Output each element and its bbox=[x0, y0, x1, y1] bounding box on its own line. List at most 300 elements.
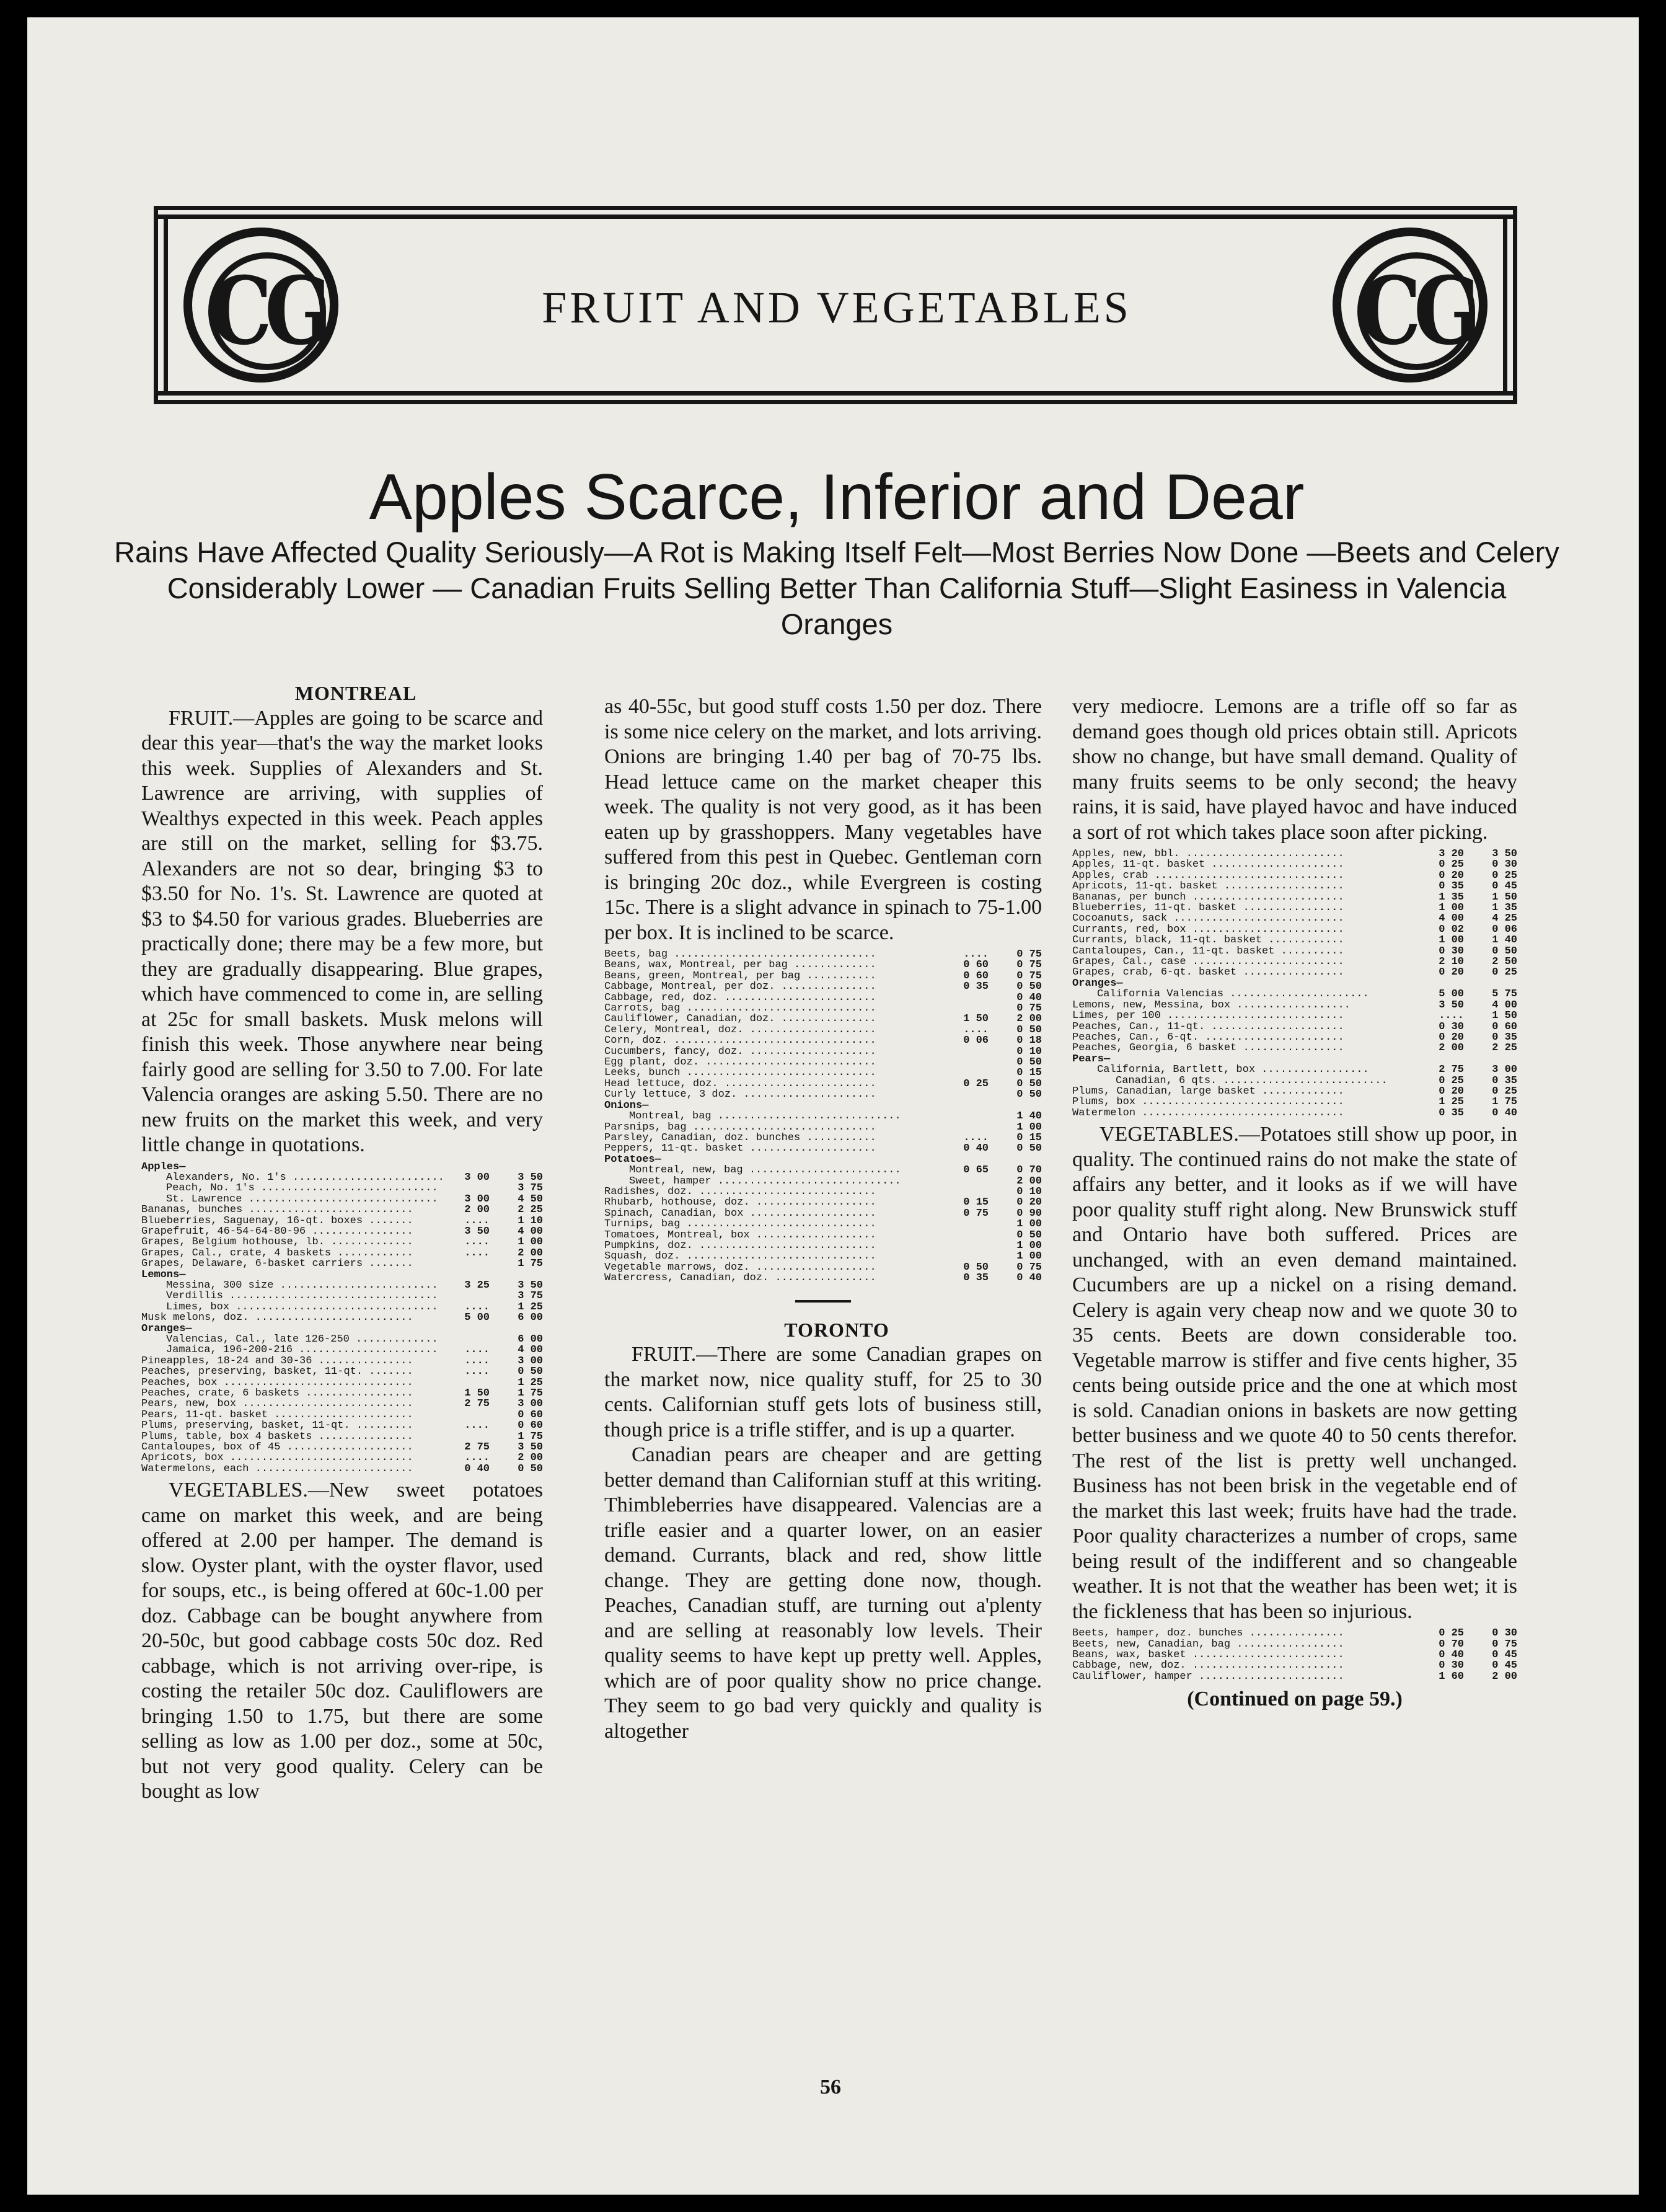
price-low: 0 02 bbox=[1439, 923, 1464, 936]
price-item-name: Onions— bbox=[604, 1100, 649, 1112]
price-row bbox=[1072, 892, 1517, 903]
price-low: 1 00 bbox=[1439, 934, 1464, 947]
price-row bbox=[604, 1143, 1042, 1154]
price-row bbox=[1072, 1064, 1517, 1075]
price-high: 1 75 bbox=[518, 1258, 543, 1270]
price-high: 1 00 bbox=[1016, 1239, 1042, 1252]
price-high: 0 40 bbox=[1492, 1107, 1517, 1119]
price-low: 5 00 bbox=[1439, 988, 1464, 1001]
price-item-name: Grapes, Cal., case ........................ bbox=[1072, 957, 1344, 968]
price-item-name: Radishes, doz. ............................ bbox=[604, 1186, 876, 1198]
price-item-name: Beans, green, Montreal, per bag ........... bbox=[604, 970, 876, 982]
price-low: 0 20 bbox=[1439, 1031, 1464, 1043]
price-low: .... bbox=[963, 1131, 989, 1144]
price-high: 0 25 bbox=[1492, 1085, 1517, 1097]
price-row bbox=[141, 1324, 543, 1334]
price-item-name: Montreal, new, bag ........................ bbox=[629, 1165, 901, 1176]
price-low: 4 00 bbox=[1439, 913, 1464, 925]
headline: Apples Scarce, Inferior and Dear bbox=[369, 461, 1305, 533]
price-row bbox=[141, 1378, 543, 1388]
price-high: 2 25 bbox=[1492, 1042, 1517, 1055]
price-high: 0 10 bbox=[1016, 1185, 1042, 1198]
price-low: 0 25 bbox=[963, 1077, 989, 1090]
price-item-name: Currants, black, 11-qt. basket ............ bbox=[1072, 935, 1344, 946]
price-low: 0 70 bbox=[1439, 1638, 1464, 1650]
montreal-vegetables-cont: as 40-55c, but good stuff costs 1.50 per doz. There is some nice celery on the market, and lots arriving. Onions are bringing 1.40 per bag of 70-75 lbs. Head lettuce came on the market cheaper this week. The quality is not very good, as it has been eaten up by grasshoppers. Many vegetables have suffered from this pest in Quebec. Gentleman corn is bringing 20c doz., while Evergreen is costing 15c. There is a slight advance in spinach to 75-1.00 per box. It is inclined to be scarce. bbox=[604, 695, 1042, 944]
price-row bbox=[1072, 967, 1517, 978]
price-low: 0 20 bbox=[1439, 1085, 1464, 1097]
price-high: 3 00 bbox=[518, 1355, 543, 1367]
toronto-heading: TORONTO bbox=[784, 1318, 889, 1341]
price-low: 0 06 bbox=[963, 1035, 989, 1047]
price-item-name: Apples, new, bbl. ......................... bbox=[1072, 849, 1344, 860]
price-item-name: Grapes, crab, 6-qt. basket ................ bbox=[1072, 967, 1344, 978]
price-item-name: Egg plant, doz. ........................... bbox=[604, 1057, 876, 1068]
price-item-name: Apricots, 11-qt. basket ................... bbox=[1072, 881, 1344, 892]
price-low: 0 35 bbox=[963, 1272, 989, 1285]
price-low: .... bbox=[963, 1024, 989, 1036]
price-item-name: Celery, Montreal, doz. .................... bbox=[604, 1024, 876, 1036]
price-item-name: Parsnips, bag ............................. bbox=[604, 1121, 876, 1133]
price-low: 0 20 bbox=[1439, 869, 1464, 882]
price-row bbox=[141, 1205, 543, 1215]
price-item-name: Grapefruit, 46-54-64-80-96 ................ bbox=[141, 1226, 413, 1237]
price-item-name: Grapes, Belgium hothouse, lb. ............. bbox=[141, 1237, 413, 1248]
logo-text: CG bbox=[1358, 257, 1474, 366]
price-high: 0 30 bbox=[1492, 1627, 1517, 1640]
price-item-name: Limes, per 100 ............................ bbox=[1072, 1011, 1344, 1022]
price-item-name: Lemons— bbox=[141, 1269, 186, 1280]
price-low: 1 35 bbox=[1439, 891, 1464, 903]
price-row bbox=[141, 1345, 543, 1355]
price-high: 2 00 bbox=[1016, 1013, 1042, 1025]
montreal-vegetable-price-table bbox=[604, 949, 1042, 1284]
price-row bbox=[604, 1035, 1042, 1046]
column-3 bbox=[1072, 694, 1517, 1712]
price-row bbox=[1072, 1011, 1517, 1021]
price-row bbox=[604, 1133, 1042, 1143]
price-row bbox=[1072, 1108, 1517, 1118]
price-item-name: Turnips, bag .............................. bbox=[604, 1219, 876, 1230]
price-low: .... bbox=[464, 1452, 490, 1464]
price-row bbox=[1072, 957, 1517, 967]
price-high: 2 00 bbox=[1016, 1175, 1042, 1187]
price-row bbox=[604, 1230, 1042, 1241]
price-item-name: Sweet, hamper ............................. bbox=[629, 1175, 901, 1187]
price-item-name: Grapes, Delaware, 6-basket carriers ....... bbox=[141, 1259, 413, 1270]
price-row bbox=[141, 1464, 543, 1474]
price-item-name: Peppers, 11-qt. basket .................... bbox=[604, 1143, 876, 1154]
price-item-name: Limes, box ................................ bbox=[166, 1301, 438, 1313]
price-high: 0 45 bbox=[1492, 1648, 1517, 1661]
price-row bbox=[604, 1262, 1042, 1273]
toronto-fruit-text-1: FRUIT.—There are some Canadian grapes on the market now, nice quality stuff, for 25 to 30 cents. Californian stuff gets lots of business still, though price is a trifle stiffer, and is up a quarter. bbox=[604, 1343, 1042, 1441]
price-high: 3 75 bbox=[518, 1290, 543, 1303]
price-item-name: Pears, 11-qt. basket ...................... bbox=[141, 1409, 413, 1421]
price-item-name: Parsley, Canadian, doz. bunches ........... bbox=[604, 1132, 876, 1144]
price-high: 0 50 bbox=[1016, 1143, 1042, 1155]
price-low: 0 35 bbox=[963, 981, 989, 993]
price-high: 4 00 bbox=[1492, 999, 1517, 1011]
price-high: 3 00 bbox=[1492, 1064, 1517, 1076]
page-number: 56 bbox=[820, 2076, 841, 2099]
price-high: 6 00 bbox=[518, 1312, 543, 1324]
price-low: 0 30 bbox=[1439, 945, 1464, 957]
price-low: 0 25 bbox=[1439, 1627, 1464, 1640]
price-item-name: Peaches, box .............................. bbox=[141, 1377, 413, 1389]
price-row bbox=[141, 1280, 543, 1291]
price-row bbox=[604, 1154, 1042, 1165]
price-row bbox=[1072, 1032, 1517, 1043]
price-high: 3 50 bbox=[518, 1279, 543, 1291]
price-row bbox=[141, 1237, 543, 1247]
price-high: 1 00 bbox=[1016, 1218, 1042, 1231]
price-item-name: California Valencias ...................... bbox=[1097, 989, 1369, 1000]
price-row bbox=[604, 1241, 1042, 1251]
price-high: 0 50 bbox=[1016, 1089, 1042, 1101]
price-high: 2 00 bbox=[1492, 1670, 1517, 1683]
price-item-name: Rhubarb, hothouse, doz. ................... bbox=[604, 1197, 876, 1208]
price-row bbox=[1072, 870, 1517, 881]
price-item-name: Verdillis ................................. bbox=[166, 1291, 438, 1302]
price-high: 1 75 bbox=[1492, 1096, 1517, 1108]
price-high: 3 50 bbox=[1492, 848, 1517, 860]
toronto-vegetables-text: VEGETABLES.—Potatoes still show up poor, in quality. The continued rains do not make the state of affairs any better, and it looks as if we will have poor quality stuff right along. New Brunswick stuff and Ontario have both suffered. Prices are unchanged, with an even demand maintained. Cucumbers are up a nickel on a rising demand. Celery is again very cheap now and we quote 30 to 35 cents. Beets are down considerable too. Vegetable marrow is stiffer and five cents higher, 35 cents being outside price and the one at which most is sold. Canadian onions in baskets are now getting better business and we quote 40 to 50 cents therefor. The rest of the list is pretty well unchanged. Business has not been brisk in the vegetable end of the market this last week; fruits have had the trade. Poor quality characterizes a number of crops, same being result of the indifferent and so changeable weather. It is not that the weather has been wet; it is the fickleness that has been so injurious. bbox=[1072, 1123, 1517, 1623]
price-item-name: Watercress, Canadian, doz. ................ bbox=[604, 1273, 876, 1284]
price-row bbox=[141, 1194, 543, 1205]
price-item-name: Musk melons, doz. ......................... bbox=[141, 1312, 413, 1324]
price-item-name: Corn, doz. ................................ bbox=[604, 1035, 876, 1046]
price-item-name: Valencias, Cal., late 126-250 ............. bbox=[166, 1334, 438, 1345]
price-row bbox=[604, 1208, 1042, 1219]
price-low: .... bbox=[464, 1236, 490, 1249]
price-row bbox=[1072, 935, 1517, 945]
price-item-name: Cucumbers, fancy, doz. .................... bbox=[604, 1046, 876, 1058]
price-row bbox=[604, 1025, 1042, 1035]
price-high: 3 50 bbox=[518, 1441, 543, 1454]
price-row bbox=[604, 1089, 1042, 1100]
price-high: 3 50 bbox=[518, 1171, 543, 1183]
price-high: 0 10 bbox=[1016, 1045, 1042, 1058]
price-low: .... bbox=[464, 1301, 490, 1313]
price-item-name: Blueberries, 11-qt. basket ................ bbox=[1072, 903, 1344, 914]
price-row bbox=[141, 1226, 543, 1237]
price-high: 1 40 bbox=[1016, 1110, 1042, 1123]
price-item-name: Carrots, bag .............................. bbox=[604, 1003, 876, 1014]
price-item-name: Leeks, bunch .............................. bbox=[604, 1068, 876, 1079]
price-low: 1 00 bbox=[1439, 902, 1464, 914]
montreal-fruit-price-table bbox=[141, 1162, 543, 1475]
price-high: 1 25 bbox=[518, 1376, 543, 1389]
montreal-heading: MONTREAL bbox=[294, 682, 417, 704]
price-item-name: Jamaica, 196-200-216 ...................... bbox=[166, 1345, 438, 1356]
price-item-name: Cabbage, red, doz. ........................ bbox=[604, 992, 876, 1004]
toronto-fruit-text-2: Canadian pears are cheaper and are getting better demand than Californian stuff at this writing. Thimbleberries have disappeared. Valencias are a trifle easier and a quarter lower, on an easier demand. Currants, black and red, show little change. They are getting done now, though. Peaches, Canadian stuff, are turning out a'plenty and are selling at reasonably low levels. Their quality seems to have kept up pretty well. Apples, which are of poor quality show no price change. They seem to go bad very quickly and quality is altogether bbox=[604, 1443, 1042, 1743]
price-row bbox=[604, 1014, 1042, 1024]
price-row bbox=[1072, 1076, 1517, 1086]
price-low: 2 75 bbox=[464, 1441, 490, 1454]
price-low: .... bbox=[464, 1344, 490, 1356]
price-item-name: Apples— bbox=[141, 1161, 186, 1172]
price-high: 0 40 bbox=[1016, 991, 1042, 1004]
price-high: 1 00 bbox=[1016, 1250, 1042, 1263]
price-item-name: Cantaloupes, box of 45 .................... bbox=[141, 1442, 413, 1453]
price-low: 2 00 bbox=[1439, 1042, 1464, 1055]
price-low: .... bbox=[1439, 1010, 1464, 1022]
price-row bbox=[604, 1273, 1042, 1283]
price-low: 3 00 bbox=[464, 1193, 490, 1205]
price-high: 0 15 bbox=[1016, 1067, 1042, 1079]
price-item-name: Squash, doz. .............................. bbox=[604, 1251, 876, 1262]
price-low: 0 50 bbox=[963, 1261, 989, 1273]
price-low: 0 75 bbox=[963, 1207, 989, 1219]
price-row bbox=[604, 993, 1042, 1003]
price-high: 0 60 bbox=[518, 1409, 543, 1421]
price-item-name: Cauliflower, Canadian, doz. ............... bbox=[604, 1014, 876, 1025]
price-high: 1 50 bbox=[1492, 891, 1517, 903]
continued-note: (Continued on page 59.) bbox=[1187, 1688, 1403, 1711]
price-row bbox=[141, 1183, 543, 1193]
price-item-name: Beets, hamper, doz. bunches ............... bbox=[1072, 1628, 1344, 1639]
price-item-name: Curly lettuce, 3 doz. ..................... bbox=[604, 1089, 876, 1100]
subhead: Rains Have Affected Quality Seriously—A Rot is Making Itself Felt—Most Berries Now Done —Beets and Celery Considerably Lower — Canadian Fruits Selling Better Than California Stuff—Slight Easiness in Valencia Oranges bbox=[114, 536, 1559, 640]
toronto-vegetable-price-table bbox=[1072, 1628, 1517, 1682]
price-item-name: Peaches, Georgia, 6 basket ................ bbox=[1072, 1043, 1344, 1054]
price-high: 0 50 bbox=[1016, 1229, 1042, 1241]
price-item-name: Lemons, new, Messina, box .................. bbox=[1072, 999, 1351, 1011]
price-low: 0 30 bbox=[1439, 1660, 1464, 1672]
price-item-name: Plums, table, box 4 baskets ............... bbox=[141, 1431, 413, 1443]
price-item-name: Bananas, per bunch ........................ bbox=[1072, 891, 1344, 903]
price-row bbox=[141, 1334, 543, 1345]
price-item-name: Peaches, Can., 11-qt. ..................... bbox=[1072, 1021, 1344, 1032]
price-high: 1 40 bbox=[1492, 934, 1517, 947]
price-low: 0 25 bbox=[1439, 859, 1464, 871]
column-1 bbox=[141, 681, 543, 1805]
price-low: 0 60 bbox=[963, 970, 989, 982]
price-item-name: Oranges— bbox=[141, 1323, 192, 1334]
price-low: 0 40 bbox=[963, 1143, 989, 1155]
price-low: 1 50 bbox=[464, 1387, 490, 1400]
price-row bbox=[1072, 1639, 1517, 1650]
price-low: 0 30 bbox=[1439, 1020, 1464, 1033]
price-row bbox=[141, 1388, 543, 1399]
price-high: 1 35 bbox=[1492, 902, 1517, 914]
price-row bbox=[141, 1302, 543, 1312]
price-high: 0 40 bbox=[1016, 1272, 1042, 1285]
price-high: 6 00 bbox=[518, 1334, 543, 1345]
price-low: .... bbox=[464, 1214, 490, 1227]
price-low: .... bbox=[464, 1355, 490, 1367]
price-row bbox=[141, 1248, 543, 1259]
price-row bbox=[1072, 1022, 1517, 1032]
price-high: 0 50 bbox=[1016, 1056, 1042, 1069]
montreal-fruit-text: FRUIT.—Apples are going to be scarce and dear this year—that's the way the market looks this week. Supplies of Alexanders and St. Lawrence are arriving, with supplies of Wealthys expected in this week. Peach apples are still on the market, selling for $3.75. Alexanders are not so dear, bringing $3 to $3.50 for No. 1's. St. Lawrence are quoted at $3 to $4.50 for various grades. Blueberries are practically done; there may be a few more, but they are gradually disappearing. Blue grapes, which have commenced to come in, are selling at 25c for small baskets. Musk melons will finish this week. Those anywhere near being fairly good are selling for 3.50 to 7.00. For late Valencia oranges are asking 5.50. There are no new fruits on the market this week, and very little change in quotations. bbox=[141, 706, 543, 1156]
price-row bbox=[141, 1431, 543, 1442]
price-high: 0 70 bbox=[1016, 1164, 1042, 1177]
price-row bbox=[604, 1251, 1042, 1262]
price-high: 1 75 bbox=[518, 1430, 543, 1443]
price-item-name: Head lettuce, doz. ........................ bbox=[604, 1078, 876, 1090]
price-high: 2 50 bbox=[1492, 956, 1517, 968]
price-item-name: Bananas, bunches .......................... bbox=[141, 1205, 413, 1216]
price-item-name: Peaches, Can., 6-qt. ...................... bbox=[1072, 1032, 1344, 1043]
price-row bbox=[1072, 989, 1517, 999]
toronto-fruit-price-table bbox=[1072, 849, 1517, 1118]
price-item-name: Watermelons, each ......................... bbox=[141, 1463, 413, 1475]
price-row bbox=[1072, 1043, 1517, 1053]
price-item-name: Apples, 11-qt. basket ..................... bbox=[1072, 859, 1344, 870]
price-high: 0 35 bbox=[1492, 1074, 1517, 1087]
price-row bbox=[141, 1216, 543, 1226]
price-high: 4 00 bbox=[518, 1225, 543, 1237]
price-row bbox=[1072, 1650, 1517, 1660]
price-item-name: Peach, No. 1's ............................ bbox=[166, 1183, 438, 1194]
price-row bbox=[141, 1172, 543, 1183]
price-high: 1 50 bbox=[1492, 1010, 1517, 1022]
price-high: 0 20 bbox=[1016, 1197, 1042, 1209]
price-high: 1 75 bbox=[518, 1387, 543, 1400]
price-low: 3 00 bbox=[464, 1171, 490, 1183]
price-row bbox=[141, 1366, 543, 1377]
price-row bbox=[1072, 1097, 1517, 1107]
price-high: 3 00 bbox=[518, 1398, 543, 1410]
montreal-vegetables-text: VEGETABLES.—New sweet potatoes came on market this week, and are being offered at 2.00 per hamper. The demand is slow. Oyster plant, with the oyster flavor, used for soups, etc., is being offered at 60c-1.00 per doz. Cabbage can be bought anywhere from 20-50c, but good cabbage costs 50c doz. Red cabbage, which is not arriving over-ripe, is costing the retailer 50c doz. Cauliflowers are bringing 1.50 to 1.75, but there are some selling as low as 1.00 per doz., some at 50c, but not very good quality. Celery can be bought as low bbox=[141, 1479, 543, 1803]
price-low: 2 00 bbox=[464, 1204, 490, 1216]
column-2 bbox=[604, 694, 1042, 1744]
price-low: 0 40 bbox=[1439, 1648, 1464, 1661]
price-row bbox=[1072, 881, 1517, 891]
price-high: 2 00 bbox=[518, 1247, 543, 1259]
price-item-name: Beets, bag ................................ bbox=[604, 949, 876, 960]
price-high: 1 25 bbox=[518, 1301, 543, 1313]
price-row bbox=[141, 1356, 543, 1366]
price-high: 0 30 bbox=[1492, 859, 1517, 871]
price-high: 0 75 bbox=[1016, 949, 1042, 960]
price-row bbox=[604, 1003, 1042, 1014]
price-high: 0 75 bbox=[1016, 970, 1042, 982]
logo-text: CG bbox=[209, 257, 325, 366]
price-row bbox=[604, 1100, 1042, 1111]
price-row bbox=[141, 1442, 543, 1453]
price-item-name: Oranges— bbox=[1072, 978, 1123, 989]
price-item-name: Pumpkins, doz. ............................ bbox=[604, 1240, 876, 1252]
price-high: 0 60 bbox=[518, 1420, 543, 1432]
price-high: 0 50 bbox=[518, 1366, 543, 1378]
section-title: FRUIT AND VEGETABLES bbox=[542, 283, 1132, 332]
price-low: 1 50 bbox=[963, 1013, 989, 1025]
price-low: 0 35 bbox=[1439, 1107, 1464, 1119]
price-row bbox=[141, 1162, 543, 1172]
price-row bbox=[1072, 903, 1517, 913]
price-item-name: Peaches, preserving, basket, 11-qt. ....... bbox=[141, 1366, 413, 1378]
price-row bbox=[141, 1420, 543, 1431]
price-low: 2 10 bbox=[1439, 956, 1464, 968]
price-row bbox=[604, 981, 1042, 992]
price-row bbox=[604, 949, 1042, 960]
price-high: 1 00 bbox=[1016, 1121, 1042, 1133]
price-row bbox=[604, 960, 1042, 970]
divider bbox=[795, 1300, 851, 1303]
price-high: 0 75 bbox=[1016, 959, 1042, 971]
price-row bbox=[604, 1111, 1042, 1121]
price-low: .... bbox=[963, 949, 989, 960]
price-high: 0 35 bbox=[1492, 1031, 1517, 1043]
price-item-name: Messina, 300 size ......................... bbox=[166, 1280, 438, 1291]
price-high: 0 50 bbox=[518, 1462, 543, 1475]
price-high: 4 00 bbox=[518, 1344, 543, 1356]
price-item-name: Spinach, Canadian, box .................... bbox=[604, 1208, 876, 1219]
price-high: 4 25 bbox=[1492, 913, 1517, 925]
price-low: 3 25 bbox=[464, 1279, 490, 1291]
price-item-name: Vegetable marrows, doz. ................... bbox=[604, 1262, 876, 1273]
price-item-name: California, Bartlett, box ................. bbox=[1097, 1064, 1369, 1076]
price-row bbox=[1072, 1086, 1517, 1097]
price-low: .... bbox=[464, 1366, 490, 1378]
price-row bbox=[1072, 1628, 1517, 1639]
price-row bbox=[1072, 924, 1517, 935]
price-row bbox=[604, 971, 1042, 981]
price-row bbox=[604, 1165, 1042, 1175]
price-row bbox=[141, 1399, 543, 1409]
price-row bbox=[1072, 1671, 1517, 1682]
price-high: 0 45 bbox=[1492, 880, 1517, 893]
price-item-name: Plums, preserving, basket, 11-qt. ......... bbox=[141, 1420, 413, 1431]
price-low: 1 25 bbox=[1439, 1096, 1464, 1108]
price-item-name: Pineapples, 18-24 and 30-36 ............... bbox=[141, 1355, 413, 1367]
price-high: 0 18 bbox=[1016, 1035, 1042, 1047]
price-item-name: Beets, new, Canadian, bag ................. bbox=[1072, 1639, 1344, 1650]
price-row bbox=[604, 1187, 1042, 1197]
price-item-name: Apples, crab .............................. bbox=[1072, 870, 1344, 882]
price-row bbox=[1072, 849, 1517, 859]
price-low: 0 35 bbox=[1439, 880, 1464, 893]
price-row bbox=[604, 1068, 1042, 1078]
price-item-name: Beans, wax, basket ........................ bbox=[1072, 1649, 1344, 1661]
price-low: 3 50 bbox=[464, 1225, 490, 1237]
price-low: 1 60 bbox=[1439, 1670, 1464, 1683]
price-item-name: Plums, box ................................ bbox=[1072, 1097, 1344, 1108]
price-high: 0 50 bbox=[1492, 945, 1517, 957]
price-row bbox=[141, 1259, 543, 1269]
price-low: 0 20 bbox=[1439, 967, 1464, 979]
price-low: 0 25 bbox=[1439, 1074, 1464, 1087]
price-low: .... bbox=[464, 1420, 490, 1432]
price-item-name: Pears— bbox=[1072, 1053, 1111, 1065]
price-item-name: Pears, new, box ........................... bbox=[141, 1399, 413, 1410]
price-high: 0 75 bbox=[1016, 1002, 1042, 1015]
price-low: 0 65 bbox=[963, 1164, 989, 1177]
price-row bbox=[604, 1176, 1042, 1187]
price-item-name: Montreal, bag ............................. bbox=[629, 1111, 901, 1122]
price-high: 2 25 bbox=[518, 1204, 543, 1216]
price-item-name: Blueberries, Saguenay, 16-qt. boxes ....... bbox=[141, 1215, 413, 1226]
price-row bbox=[141, 1410, 543, 1420]
price-row bbox=[604, 1122, 1042, 1133]
price-low: 0 60 bbox=[963, 959, 989, 971]
price-low: .... bbox=[464, 1247, 490, 1259]
price-low: 0 40 bbox=[464, 1462, 490, 1475]
price-low: 3 50 bbox=[1439, 999, 1464, 1011]
price-row bbox=[604, 1079, 1042, 1089]
price-low: 2 75 bbox=[464, 1398, 490, 1410]
price-item-name: St. Lawrence .............................. bbox=[166, 1193, 438, 1205]
price-item-name: Peaches, crate, 6 baskets ................. bbox=[141, 1388, 413, 1399]
price-row bbox=[1072, 1054, 1517, 1064]
price-row bbox=[1072, 1660, 1517, 1671]
price-item-name: Grapes, Cal., crate, 4 baskets ............ bbox=[141, 1247, 413, 1259]
price-row bbox=[141, 1270, 543, 1280]
